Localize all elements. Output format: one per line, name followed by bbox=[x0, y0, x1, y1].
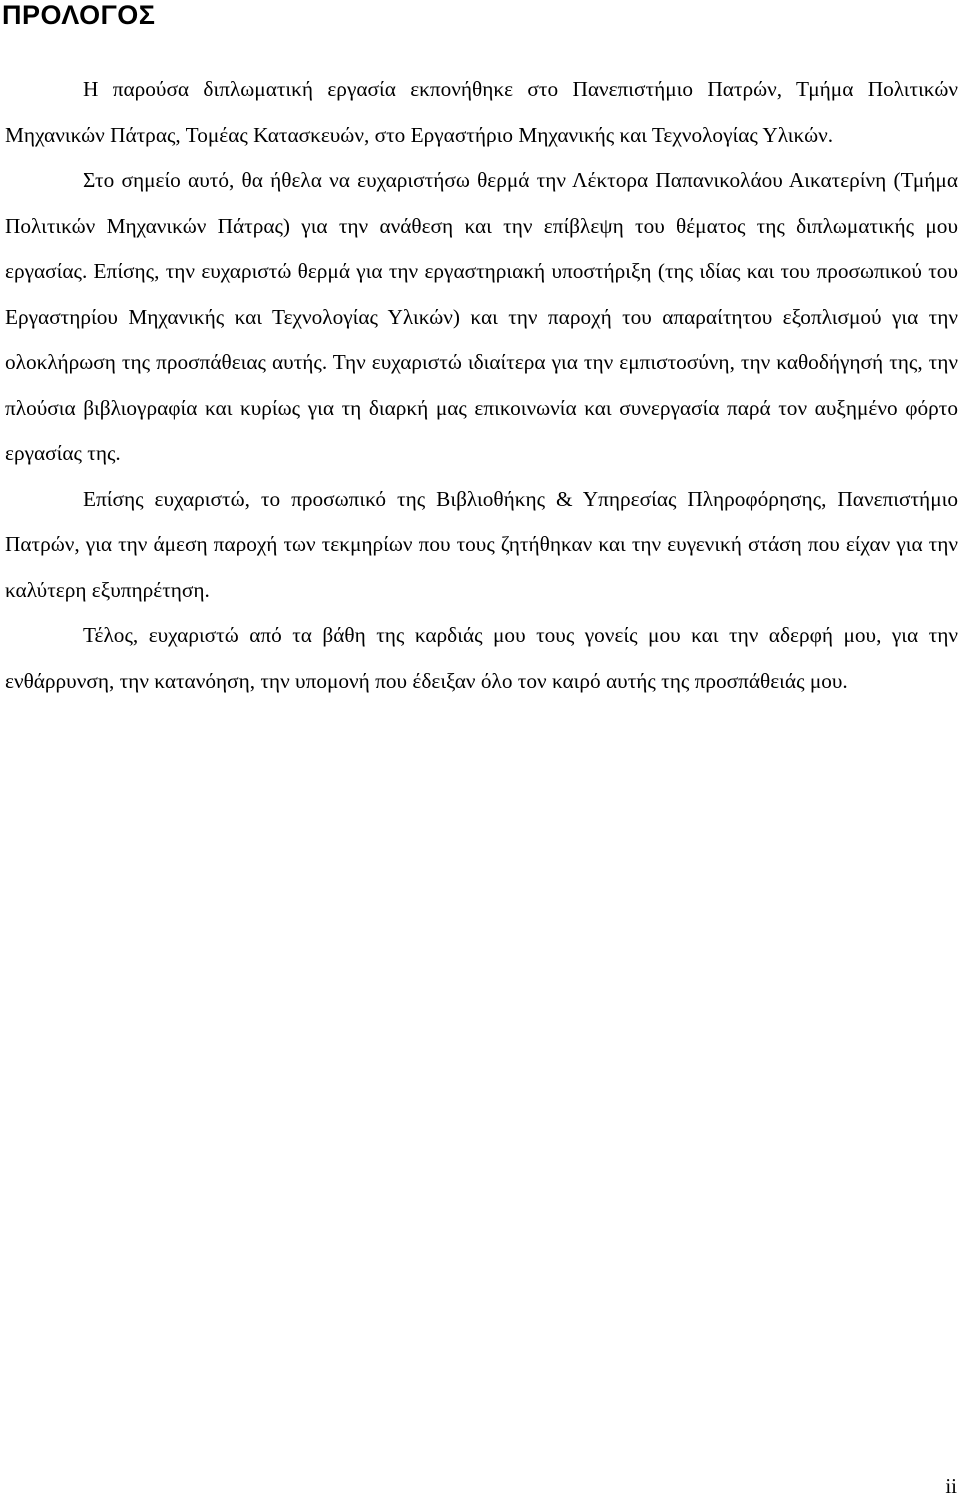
paragraph-library-thanks: Επίσης ευχαριστώ, το προσωπικό της Βιβλιοθήκης & Υπηρεσίας Πληροφόρησης, Πανεπιστήμιο Πατρών, για την άμεση παροχή των τεκμηρίων που τους ζητήθηκαν και την ευγενική στάση που είχαν για την καλύτερη εξυπηρέτηση. bbox=[5, 486, 958, 602]
paragraph-supervisor-thanks: Στο σημείο αυτό, θα ήθελα να ευχαριστήσω θερμά την Λέκτορα Παπανικολάου Αικατερίνη (Τμήμα Πολιτικών Μηχανικών Πάτρας) για την ανάθεση και την επίβλεψη του θέματος της διπλωματικής μου εργασίας. Επίσης, την ευχαριστώ θερμά για την εργαστηριακή υποστήριξη (της ιδίας και του προσωπικού του Εργαστηρίου Μηχανικής και Τεχνολογίας Υλικών) και την παροχή του απαραίτητου εξοπλισμού για την ολοκλήρωση της προσπάθειας αυτής. Την ευχαριστώ ιδιαίτερα για την εμπιστοσύνη, την καθοδήγησή της, την πλούσια βιβλιογραφία και κυρίως για τη διαρκή μας επικοινωνία και συνεργασία παρά τον αυξημένο φόρτο εργασίας της. bbox=[5, 168, 958, 465]
paragraph-intro: Η παρούσα διπλωματική εργασία εκπονήθηκε στο Πανεπιστήμιο Πατρών, Τμήμα Πολιτικών Μηχανικών Πάτρας, Τομέας Κατασκευών, στο Εργαστήριο Μηχανικής και Τεχνολογίας Υλικών. bbox=[5, 77, 958, 147]
page-number: ii bbox=[945, 1474, 957, 1498]
page-title: ΠΡΟΛΟΓΟΣ bbox=[2, 0, 156, 30]
preface-body bbox=[5, 67, 958, 704]
paragraph-family-thanks: Τέλος, ευχαριστώ από τα βάθη της καρδιάς μου τους γονείς μου και την αδερφή μου, για την ενθάρρυνση, την κατανόηση, την υπομονή που έδειξαν όλο τον καιρό αυτής της προσπάθειάς μου. bbox=[5, 623, 958, 693]
